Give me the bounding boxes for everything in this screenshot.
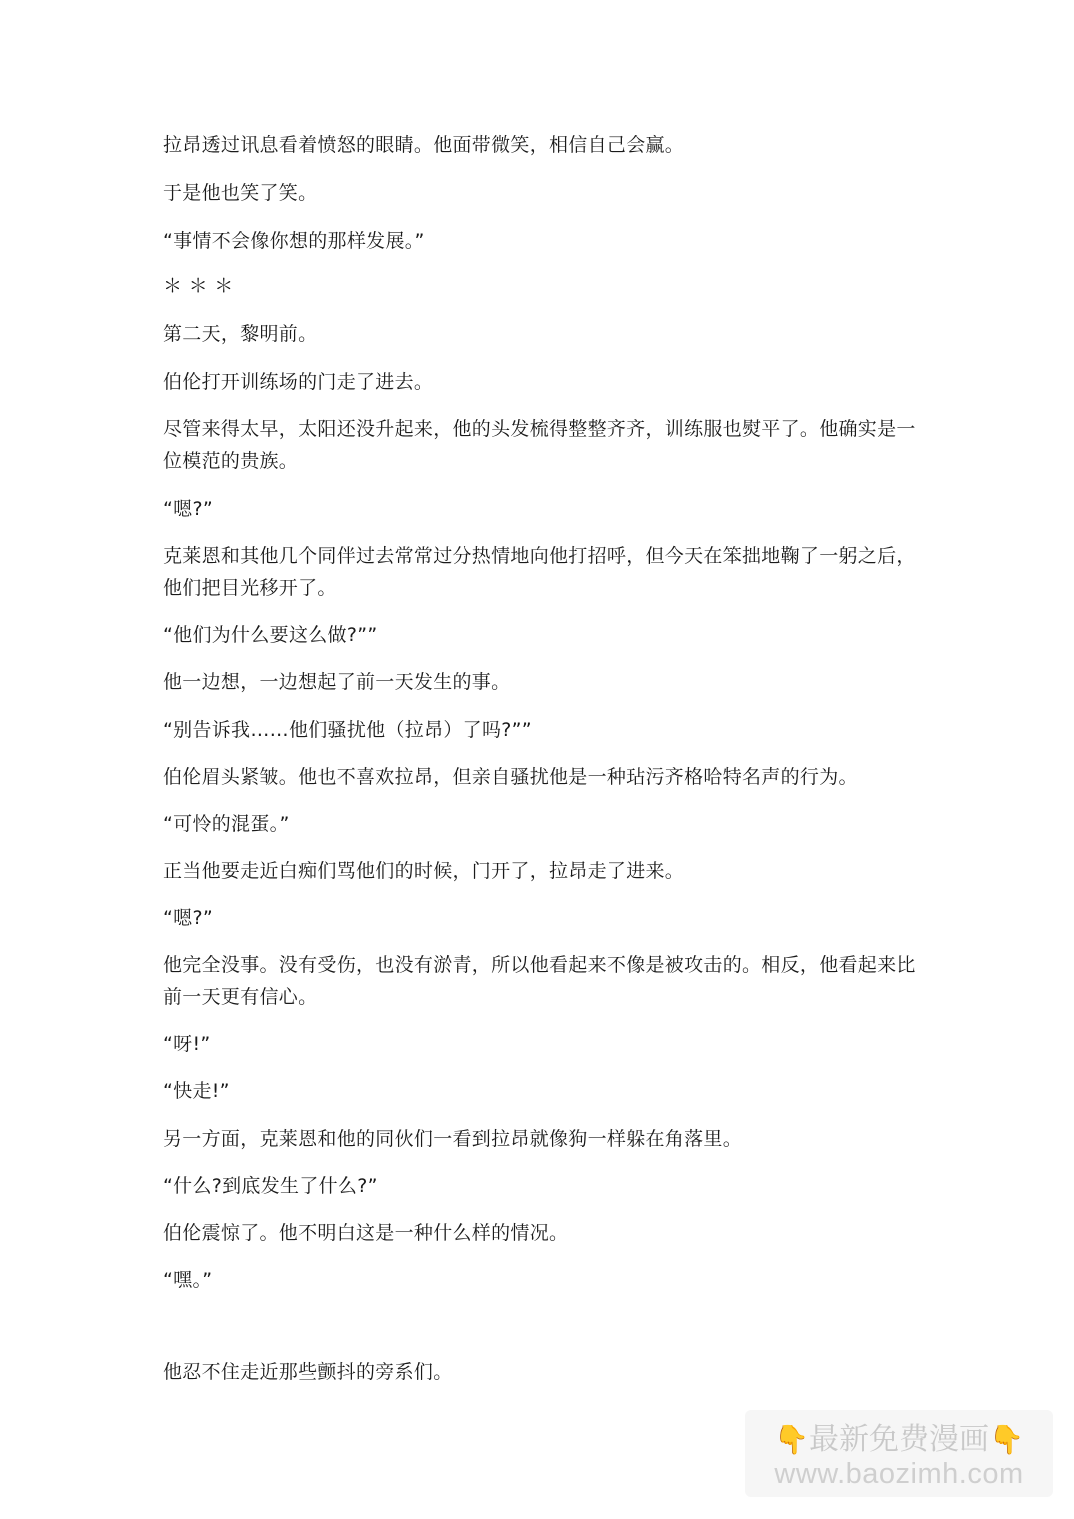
paragraph-8: “嗯?” (163, 498, 213, 520)
paragraph-7: 尽管来得太早，太阳还没升起来，他的头发梳得整整齐齐，训练服也熨平了。他确实是一位模范的贵族。 (163, 418, 916, 472)
watermark-url: www.baozimh.com (774, 1458, 1024, 1490)
watermark-title: 最新免费漫画 (809, 1422, 989, 1457)
paragraph-2: 于是他也笑了笑。 (163, 182, 318, 204)
paragraph-18: “呀!” (163, 1033, 211, 1055)
paragraph-10: “他们为什么要这么做?”” (163, 624, 378, 646)
paragraph-17: 他完全没事。没有受伤，也没有淤青，所以他看起来不像是被攻击的。相反，他看起来比前一天更有信心。 (163, 954, 916, 1008)
paragraph-13: 伯伦眉头紧皱。他也不喜欢拉昂，但亲自骚扰他是一种玷污齐格哈特名声的行为。 (163, 766, 858, 788)
paragraph-22: 伯伦震惊了。他不明白这是一种什么样的情况。 (163, 1222, 569, 1244)
paragraph-24: 他忍不住走近那些颤抖的旁系们。 (163, 1361, 453, 1383)
scene-break: ＊ ＊ ＊ (163, 275, 234, 297)
paragraph-15: 正当他要走近白痴们骂他们的时候，门开了，拉昂走了进来。 (163, 860, 685, 882)
paragraph-14: “可怜的混蛋。” (163, 813, 290, 835)
paragraph-9: 克莱恩和其他几个同伴过去常常过分热情地向他打招呼，但今天在笨拙地鞠了一躬之后，他们把目光移开了。 (163, 545, 916, 599)
pointing-down-hand-icon: 👇 (989, 1423, 1024, 1456)
paragraph-19: “快走!” (163, 1080, 230, 1102)
paragraph-6: 伯伦打开训练场的门走了进去。 (163, 371, 434, 393)
paragraph-21: “什么?到底发生了什么?” (163, 1175, 378, 1197)
paragraph-23: “嘿。” (163, 1269, 213, 1291)
paragraph-12: “别告诉我……他们骚扰他（拉昂）了吗?”” (163, 719, 532, 741)
watermark-title-row (745, 1420, 1053, 1460)
paragraph-5: 第二天，黎明前。 (163, 323, 318, 345)
pointing-down-hand-icon: 👇 (774, 1423, 809, 1456)
paragraph-11: 他一边想，一边想起了前一天发生的事。 (163, 671, 511, 693)
watermark-badge[interactable] (745, 1410, 1053, 1497)
paragraph-1: 拉昂透过讯息看着愤怒的眼睛。他面带微笑，相信自己会赢。 (163, 134, 685, 156)
paragraph-20: 另一方面，克莱恩和他的同伙们一看到拉昂就像狗一样躲在角落里。 (163, 1128, 743, 1150)
paragraph-16: “嗯?” (163, 907, 213, 929)
paragraph-3: “事情不会像你想的那样发展。” (163, 230, 425, 252)
